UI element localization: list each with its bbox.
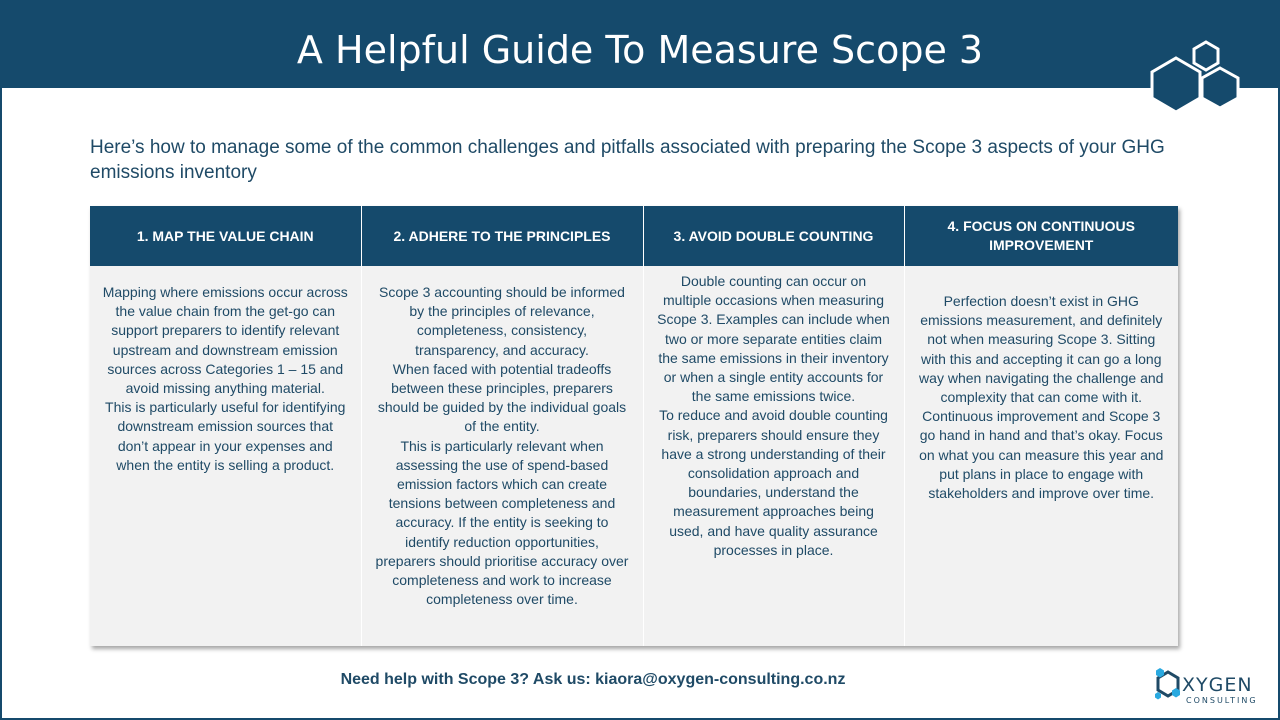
column-body-avoid-double-counting [643, 266, 904, 646]
column-paragraph: Mapping where emissions occur across the value chain from the get-go can support preparers to identify relevant upstream and downstream emission sources across Categories 1 – 15 and avoid missing anything material. [102, 284, 348, 397]
column-body-map-value-chain [90, 266, 361, 646]
column-body-continuous-improvement [904, 266, 1178, 646]
oxygen-molecule-icon [1152, 666, 1184, 702]
column-paragraph: Perfection doesn’t exist in GHG emissions measurement, and definitely not when measuring Scope 3. Sitting with this and accepting it can go a long way when navigating the challenge and complexity that can come with it. [919, 293, 1164, 406]
column-heading-adhere-principles: 2. ADHERE TO THE PRINCIPLES [361, 206, 643, 266]
column-paragraph: Double counting can occur on multiple occasions when measuring Scope 3. Examples can include when two or more separate entities claim the same emissions in their inventory or when a single entity accounts for the same emissions twice. [657, 273, 890, 405]
column-heading-map-value-chain: 1. MAP THE VALUE CHAIN [90, 206, 361, 266]
column-paragraph: To reduce and avoid double counting risk, preparers should ensure they have a strong understanding of their consolidation approach and boundaries, understand the measurement approaches being used, and have quality assurance processes in place. [659, 407, 888, 558]
page-title: A Helpful Guide To Measure Scope 3 [296, 28, 984, 72]
brand-logo [1152, 666, 1264, 710]
brand-subtitle: CONSULTING [1186, 696, 1258, 705]
guide-table [90, 206, 1178, 646]
column-heading-avoid-double-counting: 3. AVOID DOUBLE COUNTING [643, 206, 904, 266]
column-paragraph: Scope 3 accounting should be informed by the principles of relevance, completeness, consistency, transparency, and accuracy. [379, 284, 625, 358]
column-paragraph: Continuous improvement and Scope 3 go hand in hand and that’s okay. Focus on what you can measure this year and put plans in place to engage with stakeholders and improve over time. [919, 408, 1164, 502]
contact-cta: Need help with Scope 3? Ask us: kiaora@oxygen-consulting.co.nz [340, 671, 846, 688]
column-paragraph: This is particularly relevant when assessing the use of spend-based emission factors which can create tensions between completeness and accuracy. If the entity is seeking to identify reduction opportunities, preparers should prioritise accuracy over completeness and work to increase completeness over time. [375, 437, 629, 608]
brand-name: XYGEN [1182, 674, 1253, 696]
column-paragraph: When faced with potential tradeoffs between these principles, preparers should be guided by the individual goals of the entity. [377, 360, 627, 435]
intro-text: Here’s how to manage some of the common challenges and pitfalls associated with preparing the Scope 3 aspects of your GHG emissions inventory [90, 137, 1165, 183]
column-body-adhere-principles [361, 266, 643, 646]
column-heading-continuous-improvement: 4. FOCUS ON CONTINUOUS IMPROVEMENT [904, 206, 1178, 266]
column-paragraph: This is particularly useful for identifying downstream emission sources that don’t appear in your expenses and when the entity is selling a product. [105, 399, 346, 473]
header-bar [0, 0, 1280, 88]
